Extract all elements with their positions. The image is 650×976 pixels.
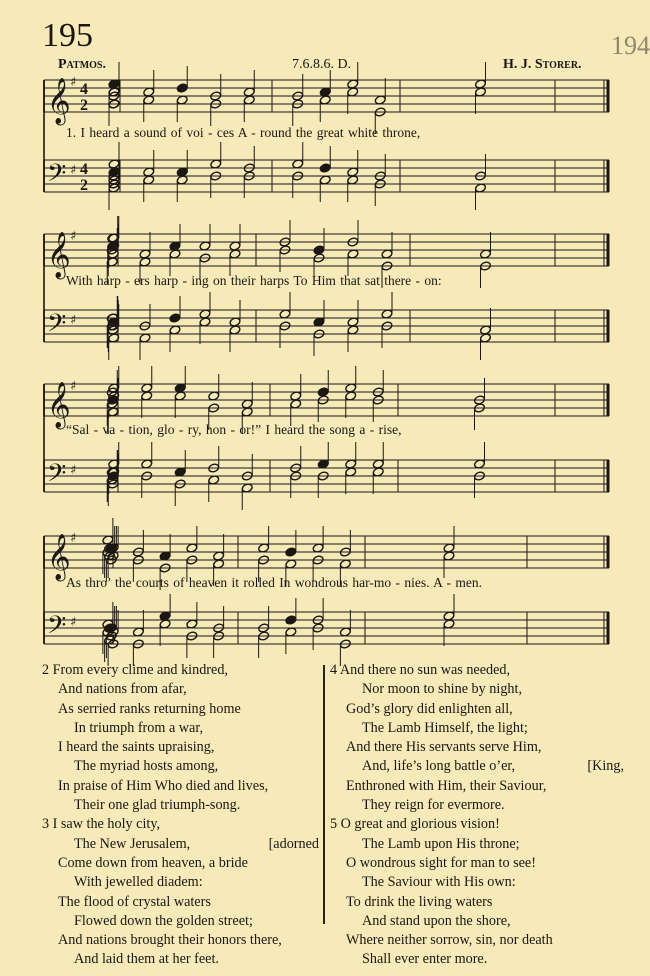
verse-line: Nor moon to shine by night, [362,681,522,698]
verse-2 [42,661,327,815]
verse-line [42,835,327,854]
verses-right-column [330,661,624,970]
meter: 7.6.8.6. D. [292,57,352,72]
note-head [319,163,331,173]
verse-line: The Saviour with His own: [362,874,516,891]
verse-4 [330,661,624,815]
key-signature-sharp: ♯ [70,463,77,478]
verse-line: And nations from afar, [58,681,187,698]
time-signature-bottom: 2 [80,177,88,194]
key-signature-sharp: ♯ [70,313,77,328]
time-signature-bottom: 2 [80,97,88,114]
verse-line: O wondrous sight for man to see! [346,854,536,871]
treble-clef: 𝄞 [47,534,71,580]
key-signature-sharp: ♯ [70,163,77,178]
key-signature-sharp: ♯ [70,615,77,630]
verse-line: 3 I saw the holy city, [42,816,161,833]
verse-line: They reign for evermore. [362,797,505,814]
hymn-number: 195 [42,17,93,54]
verse-line: Shall ever enter more. [362,951,488,968]
verse-line-overflow: [King, [587,758,624,775]
verse-line: In triumph from a war, [74,719,204,736]
verse-line: God’s glory did enlighten all, [346,700,513,717]
column-divider [323,665,325,924]
note-head [285,547,297,557]
verse-line: Come down from heaven, a bride [58,854,248,871]
verse-line: And stand upon the shore, [362,912,511,929]
key-signature-sharp: ♯ [70,379,77,394]
key-signature-sharp: ♯ [70,531,77,546]
verse-line: The myriad hosts among, [74,758,219,775]
verse-line: To drink the living waters [346,893,493,910]
lyric-line-1: 1. I heard a sound of voi - ces A - round the great white throne, [66,125,421,140]
verse-line-overflow: [adorned [268,835,319,852]
verse-line-text: And, life’s long battle o’er, [362,758,516,775]
verse-line: The Lamb Himself, the light; [362,719,528,736]
verse-line: And laid them at her feet. [74,951,219,968]
treble-clef: 𝄞 [47,382,71,428]
verse-line: And nations brought their honors there, [58,932,282,949]
key-signature-sharp: ♯ [70,229,77,244]
verse-line: Their one glad triumph-song. [74,797,241,814]
bass-clef: 𝄢 [47,309,67,344]
verse-line-text: The New Jerusalem, [74,835,191,852]
note-head [317,387,329,397]
lyric-line-3: “Sal - va - tion, glo - ry, hon - or!” I heard the song a - rise, [66,422,402,437]
verse-line [330,757,624,776]
lyric-line-2: With harp - ers harp - ing on their harps To Him that sat there - on: [66,273,442,288]
verse-line: With jewelled diadem: [74,874,203,891]
key-signature-sharp: ♯ [70,75,77,90]
verse-line: And there His servants serve Him, [346,739,542,756]
time-signature-top: 4 [80,161,88,178]
verse-line: 4 And there no sun was needed, [330,662,511,678]
bass-clef: 𝄢 [47,459,67,494]
verse-line: 2 From every clime and kindred, [42,662,228,678]
lyric-line-4: As thro’ the courts of heaven it rolled In wondrous har-mo - nies. A - men. [66,575,483,590]
composer: H. J. Storer. [503,57,582,72]
note-head [313,245,325,255]
note-head [285,615,297,625]
verse-line: As serried ranks returning home [58,700,241,717]
verse-line: Where neither sorrow, sin, nor death [346,932,553,949]
bass-clef: 𝄢 [47,611,67,646]
treble-clef: 𝄞 [47,78,71,124]
verse-line: In praise of Him Who died and lives, [58,777,269,794]
verse-line: The Lamb upon His throne; [362,835,520,852]
verses-left-column [42,661,327,970]
tune-name: Patmos. [58,57,106,72]
verse-line: Enthroned with Him, their Saviour, [346,777,547,794]
treble-clef: 𝄞 [47,232,71,278]
verse-3 [42,815,327,969]
page-corner-number: 194 [611,31,650,60]
time-signature-top: 4 [80,81,88,98]
note-head [169,313,181,323]
verse-line: I heard the saints upraising, [58,739,215,756]
verse-5 [330,815,620,969]
verse-line: 5 O great and glorious vision! [330,816,500,833]
verse-line: The flood of crystal waters [58,893,211,910]
bass-clef: 𝄢 [47,159,67,194]
verse-line: Flowed down the golden street; [74,912,253,929]
note-head [176,83,188,93]
